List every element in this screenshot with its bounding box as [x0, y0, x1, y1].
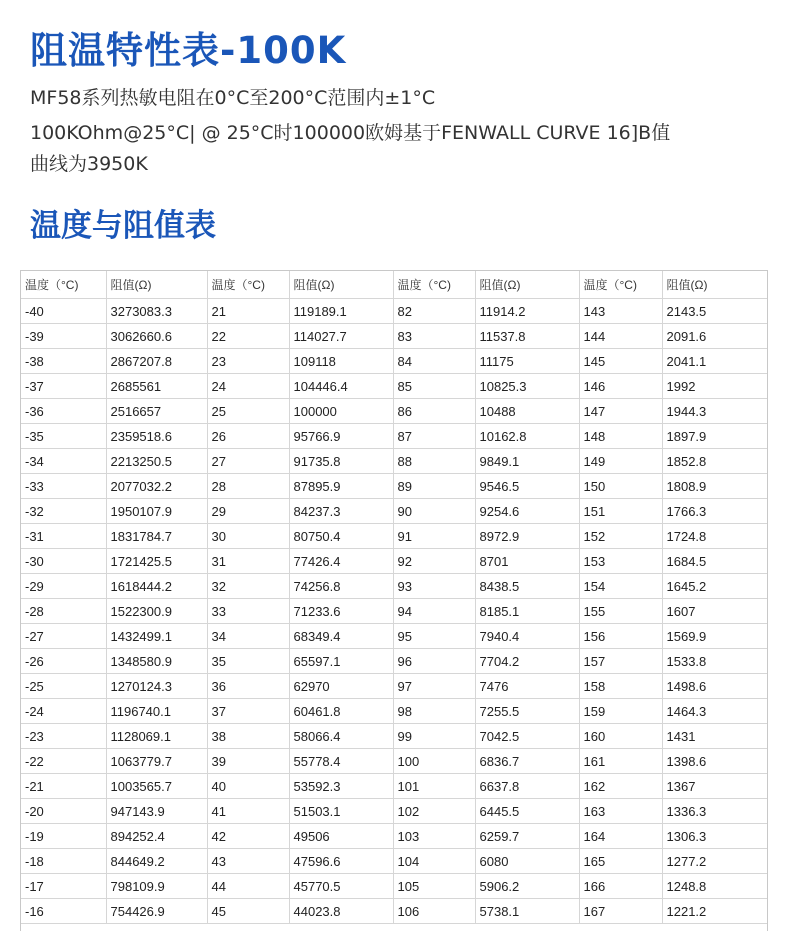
temperature-cell: 38 [207, 724, 289, 749]
header-resistance: 阻值(Ω) [106, 271, 207, 299]
table-header-row [21, 271, 767, 299]
resistance-cell: 1128069.1 [106, 724, 207, 749]
temperature-cell: 165 [579, 849, 662, 874]
resistance-cell: 1721425.5 [106, 549, 207, 574]
temperature-cell: 96 [393, 649, 475, 674]
resistance-cell: 3273083.3 [106, 299, 207, 324]
temperature-cell: 87 [393, 424, 475, 449]
resistance-cell: 11537.8 [475, 324, 579, 349]
temperature-cell: 149 [579, 449, 662, 474]
temperature-cell: 144 [579, 324, 662, 349]
resistance-cell: 1944.3 [662, 399, 767, 424]
temperature-cell: -33 [21, 474, 106, 499]
temperature-cell: 162 [579, 774, 662, 799]
temperature-cell: 44 [207, 874, 289, 899]
resistance-cell: 1522300.9 [106, 599, 207, 624]
resistance-cell: 1248.8 [662, 874, 767, 899]
table-row [21, 874, 767, 899]
temperature-cell: 104 [393, 849, 475, 874]
temperature-cell: 156 [579, 624, 662, 649]
resistance-cell: 8701 [475, 549, 579, 574]
resistance-cell: 60461.8 [289, 699, 393, 724]
header-temperature: 温度（°C) [579, 271, 662, 299]
temperature-cell: -21 [21, 774, 106, 799]
temperature-cell: 39 [207, 749, 289, 774]
resistance-cell: 11914.2 [475, 299, 579, 324]
temperature-cell: -17 [21, 874, 106, 899]
temperature-cell: -30 [21, 549, 106, 574]
temperature-cell: 24 [207, 374, 289, 399]
temperature-cell: 43 [207, 849, 289, 874]
header-temperature: 温度（°C) [21, 271, 106, 299]
temperature-cell: 147 [579, 399, 662, 424]
temperature-cell: -23 [21, 724, 106, 749]
table-row [21, 474, 767, 499]
temperature-cell: 160 [579, 724, 662, 749]
temperature-cell: 45 [207, 899, 289, 924]
resistance-cell: 2213250.5 [106, 449, 207, 474]
temperature-cell: 89 [393, 474, 475, 499]
resistance-cell: 798109.9 [106, 874, 207, 899]
table-body [21, 299, 767, 924]
resistance-cell: 1569.9 [662, 624, 767, 649]
resistance-cell: 53592.3 [289, 774, 393, 799]
resistance-cell: 6836.7 [475, 749, 579, 774]
temperature-cell: 40 [207, 774, 289, 799]
temperature-cell: 27 [207, 449, 289, 474]
table-row [21, 774, 767, 799]
temperature-cell: 34 [207, 624, 289, 649]
temperature-cell: 145 [579, 349, 662, 374]
resistance-cell: 1607 [662, 599, 767, 624]
resistance-cell: 1270124.3 [106, 674, 207, 699]
temperature-cell: 99 [393, 724, 475, 749]
resistance-cell: 10825.3 [475, 374, 579, 399]
temperature-cell: 90 [393, 499, 475, 524]
resistance-cell: 1432499.1 [106, 624, 207, 649]
resistance-cell: 74256.8 [289, 574, 393, 599]
temperature-cell: 84 [393, 349, 475, 374]
resistance-cell: 7704.2 [475, 649, 579, 674]
table-row [21, 549, 767, 574]
temperature-cell: -20 [21, 799, 106, 824]
temperature-cell: -19 [21, 824, 106, 849]
resistance-cell: 104446.4 [289, 374, 393, 399]
temperature-cell: 98 [393, 699, 475, 724]
temperature-cell: 37 [207, 699, 289, 724]
resistance-cell: 1618444.2 [106, 574, 207, 599]
resistance-cell: 10162.8 [475, 424, 579, 449]
temperature-cell: -27 [21, 624, 106, 649]
description-line-1: MF58系列热敏电阻在0°C至200°C范围内±1°C [30, 87, 436, 109]
resistance-cell: 1533.8 [662, 649, 767, 674]
temperature-cell: 31 [207, 549, 289, 574]
temperature-cell: 161 [579, 749, 662, 774]
resistance-cell: 6445.5 [475, 799, 579, 824]
temperature-cell: 21 [207, 299, 289, 324]
resistance-cell: 1336.3 [662, 799, 767, 824]
temperature-cell: 148 [579, 424, 662, 449]
resistance-cell: 2516657 [106, 399, 207, 424]
temperature-cell: 41 [207, 799, 289, 824]
table-row [21, 324, 767, 349]
description-line-3: 曲线为3950K [30, 153, 148, 175]
temperature-cell: 82 [393, 299, 475, 324]
temperature-cell: 101 [393, 774, 475, 799]
temperature-cell: 105 [393, 874, 475, 899]
temperature-cell: -40 [21, 299, 106, 324]
resistance-cell: 1464.3 [662, 699, 767, 724]
temperature-cell: 167 [579, 899, 662, 924]
resistance-cell: 65597.1 [289, 649, 393, 674]
resistance-cell: 8438.5 [475, 574, 579, 599]
resistance-cell: 62970 [289, 674, 393, 699]
resistance-cell: 11175 [475, 349, 579, 374]
temperature-cell: -32 [21, 499, 106, 524]
resistance-cell: 1348580.9 [106, 649, 207, 674]
table-row [21, 674, 767, 699]
temperature-cell: -18 [21, 849, 106, 874]
temperature-cell: 102 [393, 799, 475, 824]
resistance-cell: 7255.5 [475, 699, 579, 724]
resistance-cell: 2143.5 [662, 299, 767, 324]
table-row [21, 799, 767, 824]
resistance-cell: 71233.6 [289, 599, 393, 624]
header-resistance: 阻值(Ω) [475, 271, 579, 299]
resistance-cell: 109118 [289, 349, 393, 374]
temperature-cell: 97 [393, 674, 475, 699]
temperature-cell: 85 [393, 374, 475, 399]
table-row [21, 749, 767, 774]
resistance-cell: 1003565.7 [106, 774, 207, 799]
resistance-cell: 87895.9 [289, 474, 393, 499]
table-row [21, 499, 767, 524]
resistance-cell: 2041.1 [662, 349, 767, 374]
page-title: 阻温特性表-100K [30, 29, 347, 72]
resistance-cell: 2685561 [106, 374, 207, 399]
temperature-cell: 22 [207, 324, 289, 349]
resistance-cell: 1831784.7 [106, 524, 207, 549]
resistance-cell: 2359518.6 [106, 424, 207, 449]
table-row [21, 599, 767, 624]
resistance-cell: 2077032.2 [106, 474, 207, 499]
resistance-cell: 3062660.6 [106, 324, 207, 349]
resistance-cell: 1992 [662, 374, 767, 399]
temperature-cell: 92 [393, 549, 475, 574]
temperature-cell: -39 [21, 324, 106, 349]
resistance-cell: 51503.1 [289, 799, 393, 824]
table-row [21, 349, 767, 374]
table-row [21, 399, 767, 424]
resistance-cell: 1221.2 [662, 899, 767, 924]
table-row [21, 699, 767, 724]
table-row [21, 824, 767, 849]
temperature-cell: 159 [579, 699, 662, 724]
resistance-cell: 7940.4 [475, 624, 579, 649]
resistance-cell: 1063779.7 [106, 749, 207, 774]
resistance-cell: 1431 [662, 724, 767, 749]
temperature-cell: 36 [207, 674, 289, 699]
temperature-cell: 26 [207, 424, 289, 449]
resistance-cell: 9849.1 [475, 449, 579, 474]
temperature-cell: -35 [21, 424, 106, 449]
resistance-cell: 44023.8 [289, 899, 393, 924]
temperature-cell: 42 [207, 824, 289, 849]
temperature-cell: 150 [579, 474, 662, 499]
temperature-cell: -26 [21, 649, 106, 674]
temperature-cell: -34 [21, 449, 106, 474]
temperature-cell: 155 [579, 599, 662, 624]
temperature-cell: 88 [393, 449, 475, 474]
resistance-cell: 7042.5 [475, 724, 579, 749]
resistance-cell: 5738.1 [475, 899, 579, 924]
resistance-cell: 1398.6 [662, 749, 767, 774]
temperature-cell: 86 [393, 399, 475, 424]
resistance-cell: 1852.8 [662, 449, 767, 474]
resistance-cell: 58066.4 [289, 724, 393, 749]
header-resistance: 阻值(Ω) [289, 271, 393, 299]
temperature-cell: -38 [21, 349, 106, 374]
temperature-cell: 151 [579, 499, 662, 524]
temperature-cell: 33 [207, 599, 289, 624]
resistance-cell: 1724.8 [662, 524, 767, 549]
table-row [21, 649, 767, 674]
temperature-cell: 154 [579, 574, 662, 599]
temperature-cell: 23 [207, 349, 289, 374]
resistance-table-container [20, 270, 768, 931]
table-row [21, 374, 767, 399]
temperature-cell: -37 [21, 374, 106, 399]
resistance-cell: 1766.3 [662, 499, 767, 524]
resistance-cell: 45770.5 [289, 874, 393, 899]
table-row [21, 624, 767, 649]
resistance-cell: 80750.4 [289, 524, 393, 549]
temperature-cell: 35 [207, 649, 289, 674]
resistance-cell: 6259.7 [475, 824, 579, 849]
temperature-cell: 93 [393, 574, 475, 599]
temperature-cell: 163 [579, 799, 662, 824]
resistance-cell: 8972.9 [475, 524, 579, 549]
table-row [21, 849, 767, 874]
resistance-cell: 1277.2 [662, 849, 767, 874]
resistance-cell: 1306.3 [662, 824, 767, 849]
temperature-cell: 29 [207, 499, 289, 524]
resistance-cell: 55778.4 [289, 749, 393, 774]
resistance-cell: 1367 [662, 774, 767, 799]
table-row [21, 524, 767, 549]
resistance-cell: 754426.9 [106, 899, 207, 924]
temperature-cell: -24 [21, 699, 106, 724]
table-row [21, 724, 767, 749]
resistance-cell: 1897.9 [662, 424, 767, 449]
table-row [21, 299, 767, 324]
resistance-cell: 84237.3 [289, 499, 393, 524]
temperature-cell: 103 [393, 824, 475, 849]
resistance-cell: 8185.1 [475, 599, 579, 624]
resistance-cell: 68349.4 [289, 624, 393, 649]
resistance-cell: 947143.9 [106, 799, 207, 824]
temperature-cell: -36 [21, 399, 106, 424]
resistance-cell: 894252.4 [106, 824, 207, 849]
resistance-cell: 10488 [475, 399, 579, 424]
temperature-cell: 94 [393, 599, 475, 624]
resistance-cell: 1498.6 [662, 674, 767, 699]
resistance-cell: 7476 [475, 674, 579, 699]
temperature-cell: 25 [207, 399, 289, 424]
resistance-cell: 1645.2 [662, 574, 767, 599]
table-row [21, 899, 767, 924]
temperature-cell: 152 [579, 524, 662, 549]
temperature-cell: 95 [393, 624, 475, 649]
resistance-cell: 1808.9 [662, 474, 767, 499]
temperature-cell: 146 [579, 374, 662, 399]
section-heading: 温度与阻值表 [30, 208, 216, 244]
temperature-cell: 158 [579, 674, 662, 699]
resistance-cell: 9546.5 [475, 474, 579, 499]
header-temperature: 温度（°C) [393, 271, 475, 299]
temperature-cell: 166 [579, 874, 662, 899]
temperature-cell: 157 [579, 649, 662, 674]
resistance-cell: 95766.9 [289, 424, 393, 449]
resistance-cell: 6637.8 [475, 774, 579, 799]
temperature-cell: -31 [21, 524, 106, 549]
description-line-2: 100KOhm@25°C| @ 25°C时100000欧姆基于FENWALL CURVE 16]B值 [30, 122, 671, 144]
temperature-cell: 143 [579, 299, 662, 324]
resistance-cell: 100000 [289, 399, 393, 424]
resistance-cell: 1684.5 [662, 549, 767, 574]
resistance-cell: 9254.6 [475, 499, 579, 524]
temperature-cell: 91 [393, 524, 475, 549]
resistance-cell: 6080 [475, 849, 579, 874]
resistance-cell: 1196740.1 [106, 699, 207, 724]
temperature-cell: -25 [21, 674, 106, 699]
header-temperature: 温度（°C) [207, 271, 289, 299]
resistance-cell: 49506 [289, 824, 393, 849]
temperature-cell: 106 [393, 899, 475, 924]
temperature-cell: 28 [207, 474, 289, 499]
resistance-cell: 77426.4 [289, 549, 393, 574]
header-resistance: 阻值(Ω) [662, 271, 767, 299]
resistance-cell: 91735.8 [289, 449, 393, 474]
resistance-table [21, 271, 767, 924]
resistance-cell: 2091.6 [662, 324, 767, 349]
resistance-cell: 47596.6 [289, 849, 393, 874]
resistance-cell: 2867207.8 [106, 349, 207, 374]
resistance-cell: 844649.2 [106, 849, 207, 874]
resistance-cell: 114027.7 [289, 324, 393, 349]
temperature-cell: -28 [21, 599, 106, 624]
temperature-cell: 83 [393, 324, 475, 349]
temperature-cell: 30 [207, 524, 289, 549]
table-row [21, 424, 767, 449]
temperature-cell: 100 [393, 749, 475, 774]
temperature-cell: 164 [579, 824, 662, 849]
temperature-cell: -16 [21, 899, 106, 924]
temperature-cell: -22 [21, 749, 106, 774]
resistance-cell: 119189.1 [289, 299, 393, 324]
table-row [21, 574, 767, 599]
resistance-cell: 5906.2 [475, 874, 579, 899]
temperature-cell: -29 [21, 574, 106, 599]
temperature-cell: 32 [207, 574, 289, 599]
temperature-cell: 153 [579, 549, 662, 574]
resistance-cell: 1950107.9 [106, 499, 207, 524]
table-row [21, 449, 767, 474]
